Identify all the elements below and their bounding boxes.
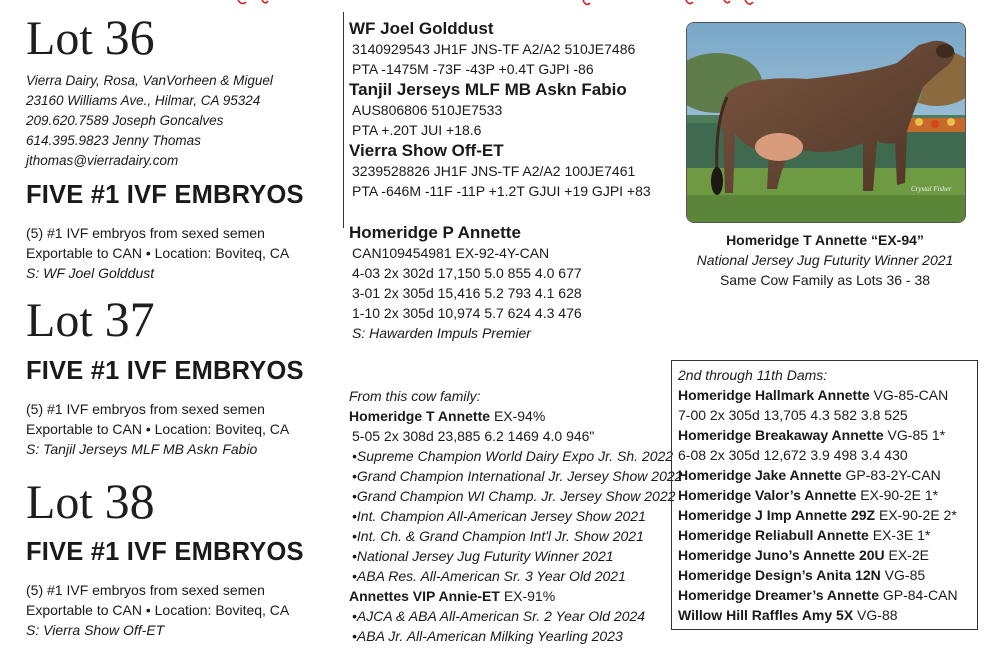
sire-name: Tanjil Jerseys MLF MB Askn Fabio	[349, 80, 627, 99]
lot-sire: S: WF Joel Golddust	[26, 265, 155, 281]
dam-row-info: 7-00 2x 305d 13,705 4.3 582 3.8 525	[678, 407, 908, 423]
lot-36-contact	[26, 71, 273, 171]
dam-row-name: Homeridge Valor’s Annette	[678, 487, 857, 503]
dam-row-name: Homeridge Design’s Anita 12N	[678, 567, 881, 583]
dam-row-info: EX-2E	[884, 547, 930, 563]
sire-pta: PTA -646M -11F -11P +1.2T GJUI +19 GJPI +83	[352, 183, 651, 199]
dam-row-info: VG-85-CAN	[869, 387, 949, 403]
contact-email[interactable]: jthomas@vierradairy.com	[26, 153, 179, 168]
lot-38-heading: FIVE #1 IVF EMBRYOS	[26, 538, 304, 566]
sire-pta: PTA -1475M -73F -43P +0.4T GJPI -86	[352, 61, 594, 77]
honor-item: •ABA Jr. All-American Milking Yearling 2023	[352, 628, 623, 644]
lot-label: Lot	[26, 476, 93, 529]
dam-row	[678, 465, 971, 485]
lot-38-title	[26, 473, 155, 529]
sire-name: Vierra Show Off-ET	[349, 141, 504, 160]
family-intro: From this cow family:	[349, 388, 481, 404]
dam-row-info: GP-84-CAN	[878, 587, 958, 603]
dam-row-info: EX-90-2E 1*	[856, 487, 939, 503]
lot-sire: S: Tanjil Jerseys MLF MB Askn Fabio	[26, 441, 258, 457]
dam-row	[678, 525, 971, 545]
desc-line: Exportable to CAN • Location: Boviteq, CA	[26, 421, 290, 437]
lot-number: 36	[104, 9, 155, 65]
dam-row-name: Willow Hill Raffles Amy 5X	[678, 607, 854, 623]
sire-info: 3239528826 JH1F JNS-TF A2/A2 100JE7461	[352, 163, 636, 179]
dam-row	[678, 425, 971, 445]
cow-illustration	[687, 23, 965, 222]
dams-box-title: 2nd through 11th Dams:	[678, 367, 828, 383]
dam-row	[678, 445, 971, 465]
contact-line: 23160 Williams Ave., Hilmar, CA 95324	[26, 93, 261, 108]
lot-label: Lot	[26, 294, 93, 347]
lot-37-description	[26, 399, 289, 459]
cow-photo	[686, 22, 966, 223]
photo-caption	[686, 230, 964, 290]
sire-pta: PTA +.20T JUI +18.6	[352, 122, 482, 138]
dam-row-name: Homeridge Hallmark Annette	[678, 387, 870, 403]
cow-family-section	[349, 386, 682, 646]
caption-award: National Jersey Jug Futurity Winner 2021	[696, 252, 954, 268]
contact-line: 614.395.9823 Jenny Thomas	[26, 133, 201, 148]
contact-line: Vierra Dairy, Rosa, VanVorheen & Miguel	[26, 73, 273, 88]
dam-section	[349, 222, 582, 343]
family-cow-name: Annettes VIP Annie-ET	[349, 588, 500, 604]
lot-36-description	[26, 223, 289, 283]
dam-row	[678, 485, 971, 505]
dam-row-name: Homeridge Breakaway Annette	[678, 427, 884, 443]
dam-row	[678, 545, 971, 565]
family-cow-record: 5-05 2x 308d 23,885 6.2 1469 4.0 946"	[352, 428, 595, 444]
lot-36-title	[26, 9, 155, 65]
caption-family: Same Cow Family as Lots 36 - 38	[719, 272, 931, 288]
dam-row-info: EX-90-2E 2*	[875, 507, 957, 523]
dam-registration: CAN109454981 EX-92-4Y-CAN	[352, 245, 550, 261]
desc-line: Exportable to CAN • Location: Boviteq, CA	[26, 602, 290, 618]
dam-row-info: VG-85 1*	[883, 427, 946, 443]
family-cow-1	[349, 406, 682, 426]
dam-row-name: Homeridge Dreamer’s Annette	[678, 587, 879, 603]
dam-row-info: VG-88	[853, 607, 898, 623]
dam-row-info: 6-08 2x 305d 12,672 3.9 498 3.4 430	[678, 447, 908, 463]
lot-37-title	[26, 291, 155, 347]
dam-row	[678, 585, 971, 605]
dam-row	[678, 405, 971, 425]
caption-cow-name: Homeridge T Annette “EX-94”	[726, 232, 924, 248]
honor-item: •Supreme Champion World Dairy Expo Jr. Sh. 2022	[352, 448, 674, 464]
honor-item: •Grand Champion International Jr. Jersey Show 2022	[352, 468, 683, 484]
dams-box	[671, 360, 978, 630]
dam-row-info: VG-85	[880, 567, 926, 583]
desc-line: (5) #1 IVF embryos from sexed semen	[26, 401, 265, 417]
dam-record: 1-10 2x 305d 10,974 5.7 624 4.3 476	[352, 305, 582, 321]
dam-sire: S: Hawarden Impuls Premier	[352, 325, 531, 341]
dam-row	[678, 505, 971, 525]
dam-name: Homeridge P Annette	[349, 223, 521, 242]
column-divider	[343, 12, 344, 228]
honor-item: •Int. Champion All-American Jersey Show 2021	[352, 508, 646, 524]
honor-item: •Int. Ch. & Grand Champion Int'l Jr. Show 2021	[352, 528, 644, 544]
dam-row	[678, 565, 971, 585]
dam-row-name: Homeridge Reliabull Annette	[678, 527, 869, 543]
artist-signature: Crystal Fisher	[911, 185, 952, 193]
dam-row	[678, 385, 971, 405]
lot-label: Lot	[26, 12, 93, 65]
dam-row-name: Homeridge Jake Annette	[678, 467, 842, 483]
sire-info: AUS806806 510JE7533	[352, 102, 503, 118]
lot-number: 38	[104, 473, 155, 529]
desc-line: (5) #1 IVF embryos from sexed semen	[26, 582, 265, 598]
lot-36-heading: FIVE #1 IVF EMBRYOS	[26, 181, 304, 209]
honor-item: •National Jersey Jug Futurity Winner 2021	[352, 548, 614, 564]
lot-sire: S: Vierra Show Off-ET	[26, 622, 165, 638]
family-cow-score: EX-91%	[503, 588, 556, 604]
dam-row	[678, 605, 971, 625]
honor-item: •Grand Champion WI Champ. Jr. Jersey Show 2022	[352, 488, 676, 504]
lot-number: 37	[104, 291, 155, 347]
lot-37-heading: FIVE #1 IVF EMBRYOS	[26, 357, 304, 385]
sire-list	[349, 18, 651, 201]
desc-line: Exportable to CAN • Location: Boviteq, CA	[26, 245, 290, 261]
honor-item: •ABA Res. All-American Sr. 3 Year Old 2021	[352, 568, 626, 584]
lot-38-description	[26, 580, 289, 640]
family-cow-name: Homeridge T Annette	[349, 408, 491, 424]
sire-info: 3140929543 JH1F JNS-TF A2/A2 510JE7486	[352, 41, 636, 57]
desc-line: (5) #1 IVF embryos from sexed semen	[26, 225, 265, 241]
dam-row-info: GP-83-2Y-CAN	[841, 467, 941, 483]
sire-name: WF Joel Golddust	[349, 19, 494, 38]
dam-row-name: Homeridge Juno’s Annette 20U	[678, 547, 885, 563]
honor-item: •AJCA & ABA All-American Sr. 2 Year Old 2024	[352, 608, 646, 624]
contact-line: 209.620.7589 Joseph Goncalves	[26, 113, 224, 128]
dam-record: 4-03 2x 302d 17,150 5.0 855 4.0 677	[352, 265, 582, 281]
dam-record: 3-01 2x 305d 15,416 5.2 793 4.1 628	[352, 285, 582, 301]
family-cow-2	[349, 586, 682, 606]
dam-row-name: Homeridge J Imp Annette 29Z	[678, 507, 876, 523]
dam-row-info: EX-3E 1*	[868, 527, 931, 543]
family-cow-score: EX-94%	[493, 408, 546, 424]
